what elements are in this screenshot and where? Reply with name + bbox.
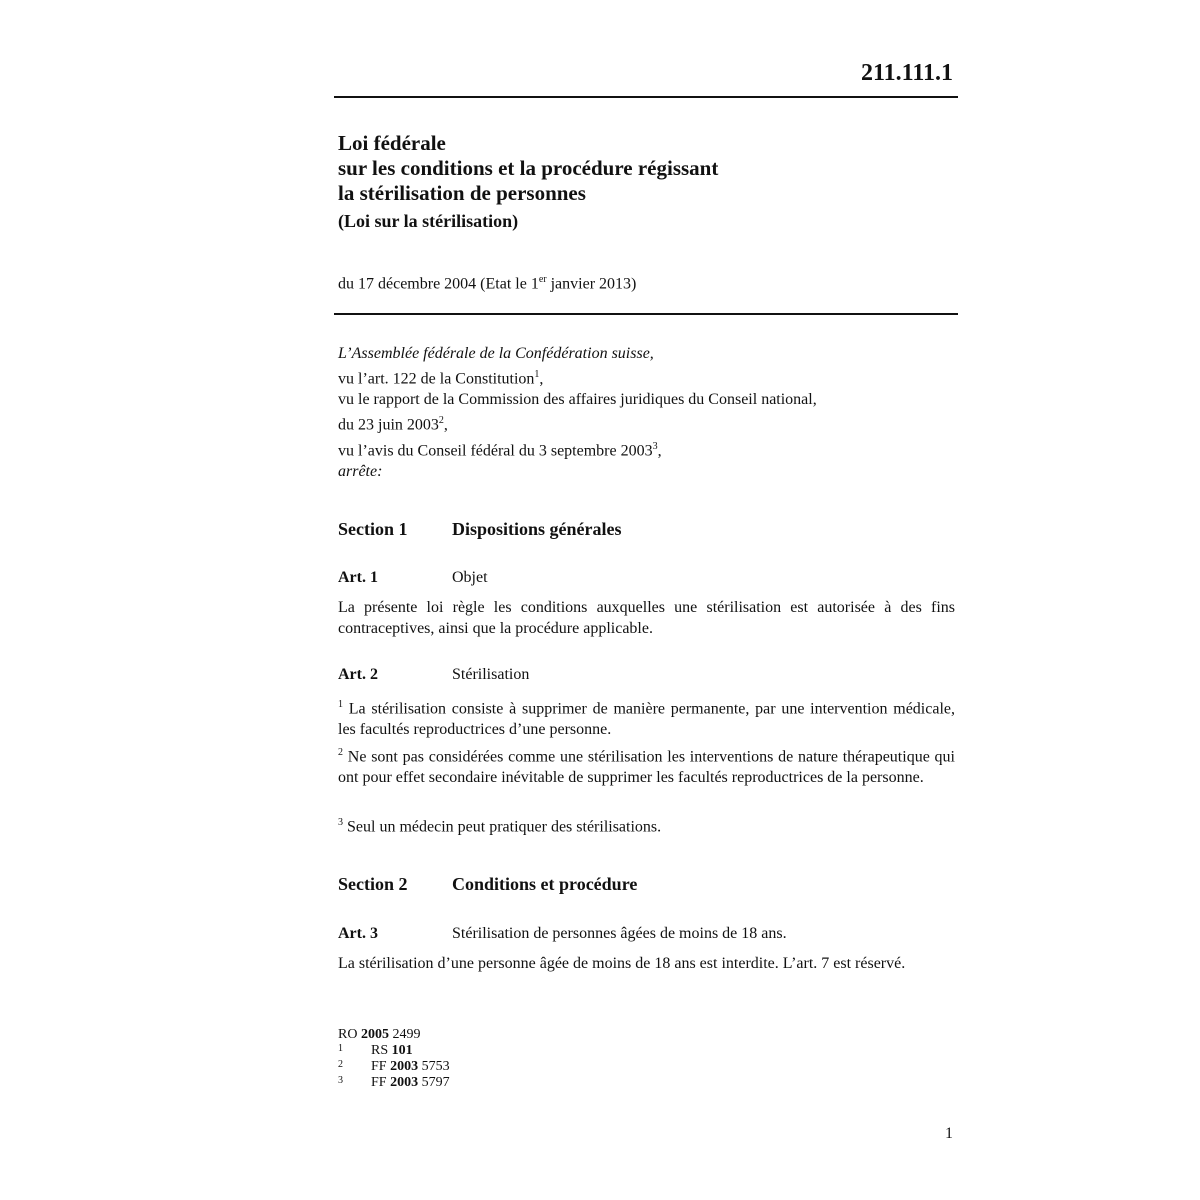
footnote-3-bold: 2003 [390,1075,419,1090]
preamble-line-1-end: , [539,370,544,388]
footnote-ref-2[interactable]: 2 [438,415,444,427]
footnote-2-suffix: 5753 [418,1059,450,1074]
section-1-heading [338,519,622,540]
ro-page: 2499 [388,1027,421,1042]
footnote-ref-1[interactable]: 1 [534,369,540,380]
ro-year: 2005 [360,1027,389,1042]
ro-reference [338,1027,450,1043]
art-3-title: Stérilisation de personnes âgées de moins de 18 ans. [452,925,787,942]
preamble [338,343,958,482]
art-2-para-1 [338,694,955,740]
art-2-para-3-mark: 3 [338,817,343,828]
preamble-line-4-end: , [657,441,662,459]
art-2-para-1-text: La stérilisation consiste à supprimer de manière permanente, par une intervention médicale, les facultés reproductrices d’une personne. [338,700,955,739]
footnote-1-mark: 1 [338,1043,343,1054]
middle-rule [334,313,958,315]
art-1-heading [338,569,488,587]
art-1-number: Art. 1 [338,569,378,586]
art-2-para-3 [338,812,955,837]
title-line-1: Loi fédérale [338,131,446,155]
footnote-2 [338,1059,450,1075]
title-line-3: la stérilisation de personnes [338,181,586,205]
art-3-text: La stérilisation d’une personne âgée de moins de 18 ans est interdite. L’art. 7 est réservé. [338,955,906,972]
preamble-line-4 [338,436,958,461]
date-prefix: du 17 décembre 2004 (Etat le 1 [338,275,539,293]
art-2-number: Art. 2 [338,666,378,683]
date-sup: er [538,274,547,285]
footnote-2-mark: 2 [338,1059,343,1070]
preamble-line-2: vu le rapport de la Commission des affaires juridiques du Conseil national, [338,391,817,409]
art-1-title: Objet [452,569,488,586]
footnote-1-prefix: RS [371,1043,392,1058]
section-2-number: Section 2 [338,874,408,894]
title-block [338,131,958,232]
preamble-line-3 [338,410,958,435]
preamble-line-3-text: du 23 juin 2003 [338,416,439,434]
section-1-number: Section 1 [338,519,408,539]
date-suffix: janvier 2013) [546,275,637,293]
enactment-date [338,274,636,293]
art-2-para-2 [338,742,955,788]
art-1-text: La présente loi règle les conditions auxquelles une stérilisation est autorisée à des fins contraceptives, ainsi que la procédure applicable. [338,599,955,637]
footnote-3 [338,1075,450,1091]
footnote-3-prefix: FF [371,1075,391,1090]
preamble-line-1 [338,364,958,389]
art-2-para-2-text: Ne sont pas considérées comme une stérilisation les interventions de nature thérapeutique qui ont pour effet secondaire inévitable de supprimer les facultés reproductrices de la personne. [338,748,955,787]
art-3-number: Art. 3 [338,925,378,942]
art-2-para-2-mark: 2 [338,747,343,758]
section-2-heading [338,874,637,895]
art-3-heading [338,925,787,943]
section-1-title: Dispositions générales [452,519,622,539]
footnote-1 [338,1043,450,1059]
page-number: 1 [945,1125,953,1142]
doc-number: 211.111.1 [860,60,953,86]
art-2-heading [338,666,529,684]
ro-prefix: RO [338,1027,361,1042]
top-rule [334,96,958,98]
footnote-2-prefix: FF [371,1059,391,1074]
section-2-title: Conditions et procédure [452,874,638,894]
decrees-line: arrête: [338,462,383,480]
art-2-para-3-text: Seul un médecin peut pratiquer des stérilisations. [343,818,662,836]
footnote-ref-3[interactable]: 3 [652,440,658,452]
footnote-3-suffix: 5797 [418,1075,450,1090]
preamble-line-4-text: vu l’avis du Conseil fédéral du 3 septembre 2003 [338,441,653,459]
art-2-title: Stérilisation [452,666,530,683]
footnote-1-bold: 101 [391,1043,413,1058]
footnotes [338,1027,450,1091]
assembly-line: L’Assemblée fédérale de la Confédération suisse, [338,345,654,362]
footnote-3-mark: 3 [338,1075,343,1086]
title-line-2: sur les conditions et la procédure régissant [338,156,719,180]
preamble-line-1-text: vu l’art. 122 de la Constitution [338,370,535,388]
footnote-2-bold: 2003 [390,1059,419,1074]
art-2-para-1-mark: 1 [338,699,343,710]
short-title: (Loi sur la stérilisation) [338,211,519,231]
preamble-line-3-end: , [443,416,448,434]
